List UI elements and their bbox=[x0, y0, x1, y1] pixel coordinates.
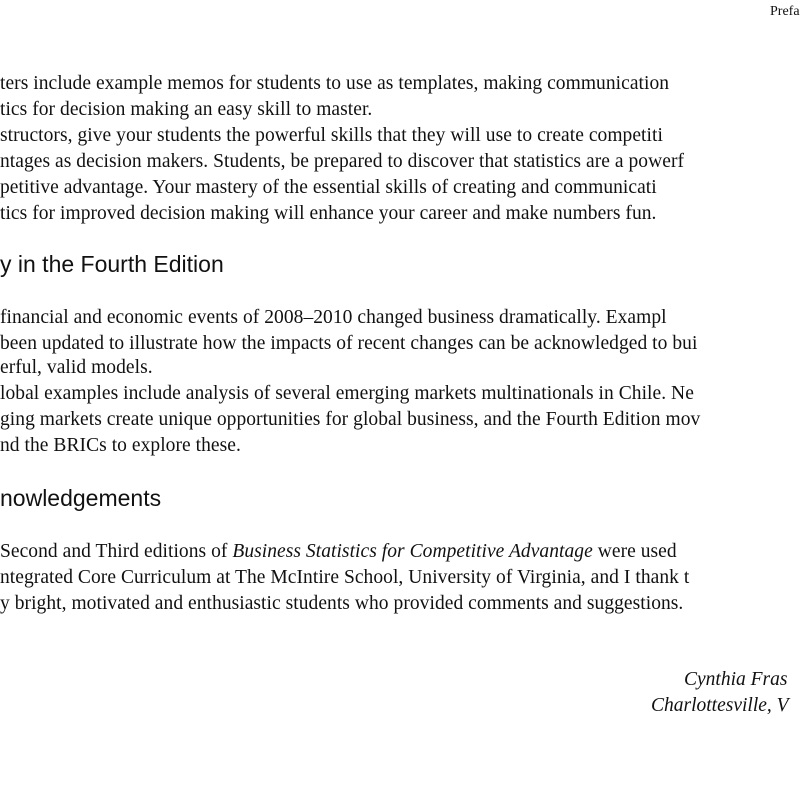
section-heading-new: y in the Fourth Edition bbox=[0, 251, 224, 277]
ack-line-1-pre: Second and Third editions of bbox=[0, 541, 233, 562]
intro-line-6: tics for improved decision making will enhance your career and make numbers fun. bbox=[0, 203, 657, 224]
intro-line-5: petitive advantage. Your mastery of the essential skills of creating and communicati bbox=[0, 177, 657, 198]
ack-line-2: ntegrated Core Curriculum at The McIntire School, University of Virginia, and I thank t bbox=[0, 567, 690, 588]
intro-line-1: ters include example memos for students to use as templates, making communication bbox=[0, 73, 670, 94]
new-line-3: erful, valid models. bbox=[0, 357, 153, 378]
section-heading-acknowledgements: nowledgements bbox=[0, 485, 162, 511]
new-line-5: ging markets create unique opportunities for global business, and the Fourth Edition mov bbox=[0, 409, 701, 430]
signature-place: Charlottesville, V bbox=[651, 695, 789, 716]
new-line-2: been updated to illustrate how the impacts of recent changes can be acknowledged to bui bbox=[0, 333, 698, 354]
ack-line-1-post: were used bbox=[592, 541, 677, 562]
new-line-1: financial and economic events of 2008–2010 changed business dramatically. Exampl bbox=[0, 307, 667, 328]
intro-line-4: ntages as decision makers. Students, be prepared to discover that statistics are a powerf bbox=[0, 151, 685, 172]
intro-line-2: tics for decision making an easy skill to master. bbox=[0, 99, 373, 120]
signature-name: Cynthia Fras bbox=[684, 669, 788, 690]
intro-line-3: structors, give your students the powerful skills that they will use to create competiti bbox=[0, 125, 663, 146]
new-line-4: lobal examples include analysis of several emerging markets multinationals in Chile. Ne bbox=[0, 383, 694, 404]
running-head: Prefa bbox=[770, 4, 800, 19]
book-title: Business Statistics for Competitive Advantage bbox=[232, 541, 593, 562]
ack-line-3: y bright, motivated and enthusiastic students who provided comments and suggestions. bbox=[0, 593, 684, 614]
new-line-6: nd the BRICs to explore these. bbox=[0, 435, 241, 456]
ack-line-1 bbox=[0, 540, 677, 564]
